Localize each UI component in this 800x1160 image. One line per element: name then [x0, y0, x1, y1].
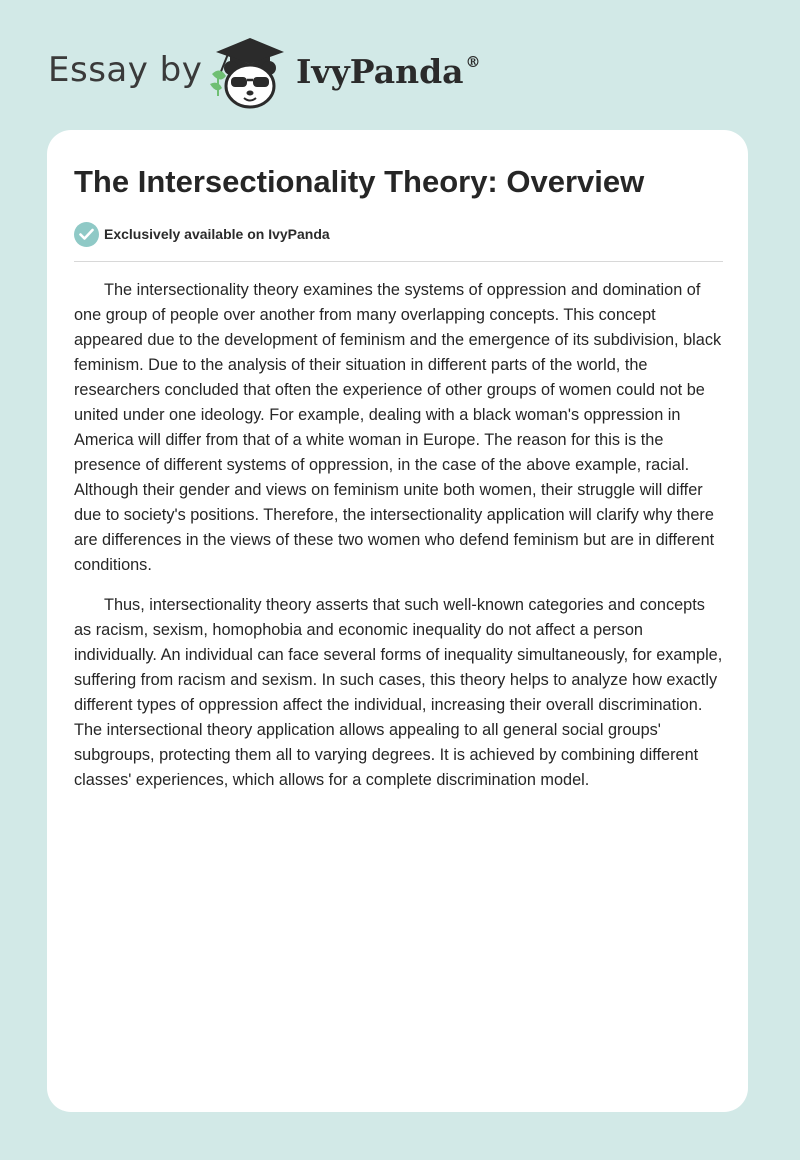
registered-mark: ® [465, 53, 481, 71]
check-circle-icon [74, 222, 99, 247]
essay-card [47, 130, 748, 1112]
essay-by-label: Essay by [48, 50, 203, 90]
exclusive-badge [74, 221, 330, 247]
title-divider [74, 261, 723, 262]
essay-body [74, 278, 725, 808]
brand-name [296, 52, 481, 91]
exclusive-badge-label: Exclusively available on IvyPanda [104, 226, 330, 242]
essay-title: The Intersectionality Theory: Overview [74, 164, 645, 199]
paragraph-1: The intersectionality theory examines the systems of oppression and domination of one group of people over another from many overlapping concepts. This concept appeared due to the development of feminism and the emergence of its subdivision, black feminism. Due to the analysis of their situation in different parts of the world, the researchers concluded that often the experience of other groups of women could not be united under one ideology. For example, dealing with a black woman's oppression in America will differ from that of a white woman in Europe. The reason for this is the presence of different systems of oppression, in the case of the above example, racial. Although their gender and views on feminism unite both women, their struggle will differ due to society's positions. Therefore, the intersectionality application will clarify why there are differences in the views of these two women who defend feminism but are in different conditions. [74, 281, 722, 574]
brand-header [48, 30, 488, 110]
brand-name-text: IvyPanda [296, 52, 464, 91]
paragraph-2: Thus, intersectionality theory asserts that such well-known categories and concepts as racism, sexism, homophobia and economic inequality do not affect a person individually. An individual can face several forms of inequality simultaneously, for example, suffering from racism and sexism. In such cases, this theory helps to analyze how exactly different types of oppression affect the individual, increasing their overall discrimination. The intersectional theory application allows appealing to all general social groups' subgroups, protecting them all to varying degrees. It is achieved by combining different classes' experiences, which allows for a complete discrimination model. [74, 596, 723, 789]
panda-logo-icon [198, 30, 298, 110]
